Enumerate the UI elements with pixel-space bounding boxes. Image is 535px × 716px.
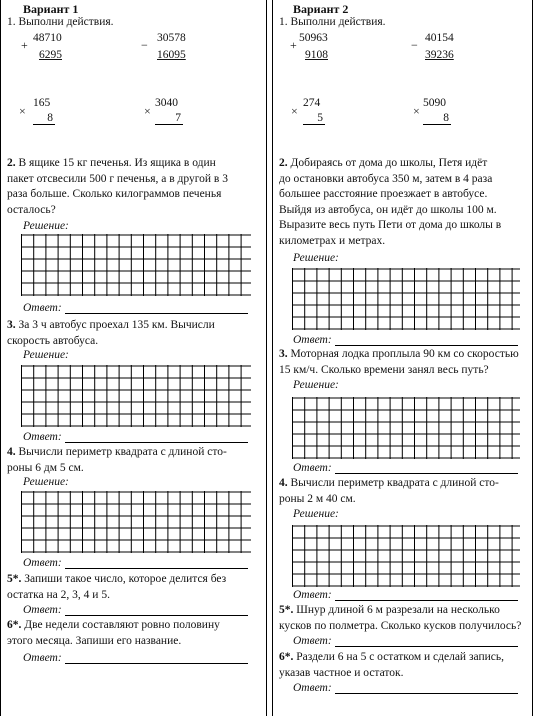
answer-line[interactable]: Ответ: [23,302,248,314]
factor-top: 274 [303,97,321,109]
answer-line[interactable]: Ответ: [23,557,248,569]
answer-line[interactable]: Ответ: [293,682,518,694]
factor-top: 5090 [423,97,446,109]
times-sign: × [413,104,420,118]
addend-top: 48710 [33,32,62,44]
addend-top: 50963 [299,32,328,44]
task-2-text: 2. В ящике 15 кг печенья. Из ящика в один пакет отсвесили 500 г печенья, а в другой в 3 раза больше. Сколько килограммов печенья осталось? [7,157,228,216]
task-6-text: 6*. Раздели 6 на 5 с остатком и сделай запись, указав частное и остаток. [279,651,504,679]
solution-label: Решение: [23,349,69,361]
answer-line[interactable]: Ответ: [23,604,248,616]
factor-bottom: 5 [303,112,325,125]
minus-sign: − [411,38,418,52]
task-4-text: 4. Вычисли периметр квадрата с длиной сто- роны 2 м 40 см. [279,477,499,505]
solution-label: Решение: [293,252,339,264]
variant-1-title: Вариант 1 [23,2,79,16]
plus-sign: + [290,38,297,52]
minuend: 40154 [425,32,454,44]
answer-line[interactable]: Ответ: [23,431,248,443]
minuend: 30578 [157,32,186,44]
task-1-heading: 1. Выполни действия. [7,16,114,28]
variant-2-column [272,0,533,716]
times-sign: × [19,104,26,118]
task-1-heading: 1. Выполни действия. [279,16,386,28]
solution-grid[interactable] [292,397,520,459]
task-3-text: 3. За 3 ч автобус проехал 135 км. Вычисли скорость автобуса. [7,319,215,347]
solution-grid[interactable] [21,365,251,427]
minus-sign: − [141,38,148,52]
subtrahend: 39236 [425,49,454,61]
solution-grid[interactable] [21,234,251,296]
variant-1-column [0,0,267,716]
task-5-text: 5*. Шнур длиной 6 м разрезали на несколько кусков по полметра. Сколько кусков получилось? [279,604,522,632]
task-6-text: 6*. Две недели составляют ровно половину этого месяца. Запиши его название. [7,619,220,647]
answer-line[interactable]: Ответ: [293,334,518,346]
solution-label: Решение: [23,220,69,232]
plus-sign: + [21,38,28,52]
times-sign: × [291,104,298,118]
task-4-text: 4. Вычисли периметр квадрата с длиной сто- роны 6 дм 5 см. [7,446,227,474]
answer-line[interactable]: Ответ: [293,462,518,474]
task-2-text: 2. Добираясь от дома до школы, Петя идёт до остановки автобуса 350 м, затем в 4 раза большее расстояние проезжает в автобусе. Выйдя из автобуса, он идёт до школы 100 м. Выразите весь путь Пети от дома до школы в километрах и метрах. [279,157,502,247]
variant-2-title: Вариант 2 [293,2,349,16]
answer-line[interactable]: Ответ: [293,635,518,647]
solution-grid[interactable] [292,525,520,587]
factor-bottom: 7 [155,112,183,125]
task-5-text: 5*. Запиши такое число, которое делится без остатка на 2, 3, 4 и 5. [7,573,227,601]
solution-label: Решение: [293,379,339,391]
factor-bottom: 8 [33,112,55,125]
solution-label: Решение: [23,476,69,488]
task-3-text: 3. Моторная лодка проплыла 90 км со скоростью 15 км/ч. Сколько времени занял весь путь? [279,348,519,376]
factor-top: 3040 [155,97,178,109]
answer-line[interactable]: Ответ: [293,589,518,601]
addend-bottom: 9108 [305,49,328,61]
solution-label: Решение: [293,508,339,520]
solution-grid[interactable] [292,268,520,330]
subtrahend: 16095 [157,49,186,61]
solution-grid[interactable] [21,491,251,553]
answer-line[interactable]: Ответ: [23,652,248,664]
factor-top: 165 [33,97,51,109]
factor-bottom: 8 [423,112,451,125]
addend-bottom: 6295 [39,49,62,61]
times-sign: × [144,104,151,118]
